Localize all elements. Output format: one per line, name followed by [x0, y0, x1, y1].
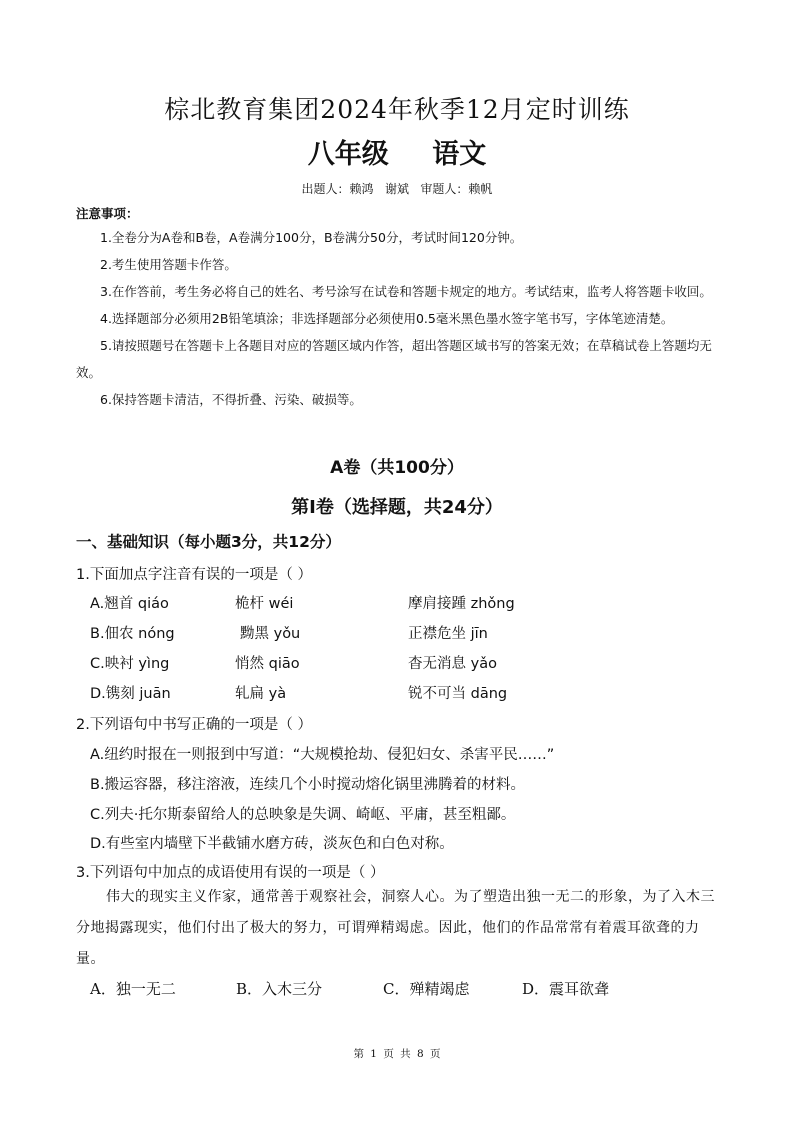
q2-option-c: C.列夫·托尔斯泰留给人的总映象是失调、崎岖、平庸，甚至粗鄙。: [90, 807, 516, 823]
q1-option-d-word1: D.镌刻 juān: [90, 686, 171, 702]
section-a-title: A卷（共100分）: [330, 458, 464, 478]
q3-choice-b: B．入木三分: [236, 980, 323, 998]
page-number: 第 1 页 共 8 页: [353, 1048, 441, 1060]
question-3-passage: 伟大的现实主义作家，通常善于观察社会，洞察人心。为了塑造出独一无二的形象，为了入木三分地揭露现实，他们付出了极大的努力，可谓殚精竭虑。因此，他们的作品常常有着震耳欲聋的力量。: [76, 889, 715, 967]
notice-item: 1.全卷分为A卷和B卷，A卷满分100分，B卷满分50分，考试时间120分钟。: [100, 230, 523, 245]
notice-item: 5.请按照题号在答题卡上各题目对应的答题区域内作答，超出答题区域书写的答案无效；在草稿试卷上答题均无效。: [76, 338, 712, 380]
notice-item: 4.选择题部分必须用2B铅笔填涂；非选择题部分必须使用0.5毫米黑色墨水签字笔书写，字体笔迹清楚。: [100, 311, 674, 326]
part-1-title: 第Ⅰ卷（选择题，共24分）: [291, 497, 503, 518]
q1-option-a-word3: 摩肩接踵 zhǒng: [408, 596, 515, 612]
q1-option-c-word3: 杳无消息 yǎo: [408, 656, 497, 672]
q1-option-d-word2: 轧扁 yà: [235, 686, 287, 702]
question-2-stem: 2.下列语句中书写正确的一项是（ ）: [76, 717, 312, 733]
question-3-stem: 3.下列语句中加点的成语使用有误的一项是（ ）: [76, 865, 385, 881]
notice-list: [76, 224, 726, 413]
notice-item: 2.考生使用答题卡作答。: [100, 257, 237, 272]
grade-subject-title: 八年级 语文: [307, 139, 487, 170]
q2-option-a: A.纽约时报在一则报到中写道：“大规模抢劫、侵犯妇女、杀害平民……”: [90, 747, 555, 763]
q1-option-a-word1: A.翘首 qiáo: [90, 596, 169, 612]
basic-knowledge-heading: 一、基础知识（每小题3分，共12分）: [76, 533, 341, 551]
q1-option-b-word1: B.佃农 nóng: [90, 626, 175, 642]
q3-choice-c: C．殚精竭虑: [383, 980, 470, 998]
q1-option-b-word2: 黝黑 yǒu: [240, 626, 301, 642]
exam-title: 棕北教育集团2024年秋季12月定时训练: [164, 95, 630, 124]
notice-item: 6.保持答题卡清洁，不得折叠、污染、破损等。: [100, 392, 362, 407]
authors-line: 出题人：赖鸿 谢斌 审题人：赖帆: [301, 182, 493, 196]
question-1-stem: 1.下面加点字注音有误的一项是（ ）: [76, 567, 312, 583]
notice-heading: 注意事项：: [76, 206, 139, 221]
q1-option-c-word2: 悄然 qiāo: [235, 656, 300, 672]
q1-option-d-word3: 锐不可当 dāng: [408, 686, 508, 702]
q2-option-b: B.搬运容器，移注溶液，连续几个小时搅动熔化锅里沸腾着的材料。: [90, 777, 526, 793]
q3-choice-a: A．独一无二: [90, 980, 176, 998]
notice-item: 3.在作答前，考生务必将自己的姓名、考号涂写在试卷和答题卡规定的地方。考试结束，监考人将答题卡收回。: [100, 284, 712, 299]
q1-option-b-word3: 正襟危坐 jīn: [408, 626, 488, 642]
q3-choice-d: D．震耳欲聋: [522, 980, 610, 998]
q1-option-a-word2: 桅杆 wéi: [235, 596, 294, 612]
q2-option-d: D.有些室内墙壁下半截铺水磨方砖，淡灰色和白色对称。: [90, 836, 454, 852]
q1-option-c-word1: C.映衬 yìng: [90, 656, 170, 672]
